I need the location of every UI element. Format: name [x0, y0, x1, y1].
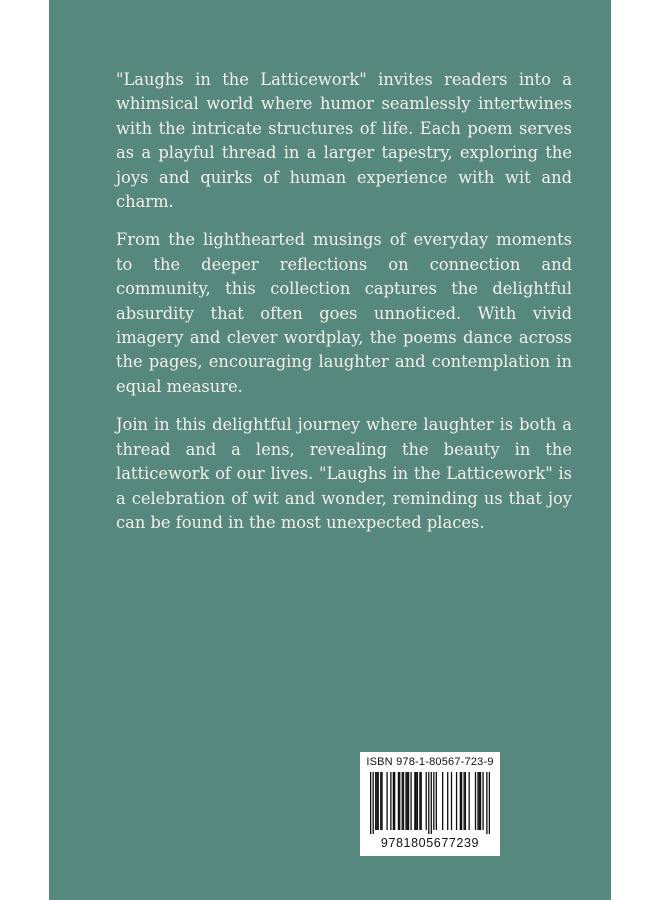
barcode-bar	[482, 772, 483, 830]
barcode-bar	[431, 772, 432, 834]
barcode-bar	[447, 772, 448, 830]
barcode-bar	[410, 772, 411, 830]
barcode-bar	[386, 772, 387, 830]
barcode-bar	[421, 772, 422, 830]
barcode-bar	[477, 772, 478, 830]
barcode-bar	[433, 772, 434, 830]
barcode-bar	[394, 772, 395, 830]
barcode-bar	[442, 772, 443, 830]
barcode-bar	[370, 772, 371, 834]
blurb-paragraph-3: Join in this delightful journey where laughter is both a thread and a lens, revealing the beauty in the latticework of our lives. "Laughs in the Latticework" is a celebration of wit and wonder, reminding us that joy can be found in the most unexpected places.	[116, 415, 572, 532]
barcode-bar	[398, 772, 399, 830]
barcode-bar	[402, 772, 403, 830]
barcode-bar	[436, 772, 437, 830]
barcode-bar	[403, 772, 404, 830]
barcode-bar	[390, 772, 391, 830]
blurb-text	[116, 68, 572, 549]
barcode-bar	[417, 772, 418, 830]
barcode-bar	[456, 772, 457, 830]
barcode-bar	[428, 772, 429, 834]
blurb-paragraph-1: "Laughs in the Latticework" invites readers into a whimsical world where humor seamlessly intertwines with the intricate structures of life. Each poem serves as a playful thread in a larger tapestry, exploring the joys and quirks of human experience with wit and charm.	[116, 70, 572, 212]
barcode-bar	[393, 772, 394, 830]
isbn-digits: 9781805677239	[380, 836, 480, 850]
barcode-bar	[381, 772, 382, 830]
isbn-label: ISBN 978-1-80567-723-9	[366, 756, 494, 768]
barcode-bar	[414, 772, 415, 830]
barcode-bar	[489, 772, 490, 834]
barcode-bar	[463, 772, 464, 830]
barcode-bar	[479, 772, 480, 830]
barcode-bars	[370, 772, 490, 834]
barcode-bar	[373, 772, 374, 834]
barcode-graphic	[370, 772, 490, 834]
barcode-bar	[415, 772, 416, 830]
barcode-bar	[460, 772, 461, 830]
barcode-bar	[426, 772, 427, 830]
barcode-bar	[375, 772, 376, 830]
barcode-bar	[461, 772, 462, 830]
barcode-bar	[475, 772, 476, 830]
barcode-bar	[405, 772, 406, 830]
barcode-bar	[380, 772, 381, 830]
barcode-bar	[407, 772, 408, 830]
isbn-barcode-box	[360, 752, 500, 856]
barcode-bar	[419, 772, 420, 830]
barcode-bar	[378, 772, 379, 830]
barcode-bar	[469, 772, 470, 830]
barcode-bar	[399, 772, 400, 830]
blurb-paragraph-2: From the lighthearted musings of everyday moments to the deeper reflections on connection and community, this collection captures the delightful absurdity that often goes unnoticed. With vivid imagery and clever wordplay, the poems dance across the pages, encouraging laughter and contemplation in equal measure.	[116, 230, 572, 396]
barcode-bar	[376, 772, 377, 830]
barcode-bar	[480, 772, 481, 830]
back-cover	[49, 0, 611, 900]
barcode-bar	[465, 772, 466, 830]
barcode-bar	[486, 772, 487, 834]
barcode-bar	[451, 772, 452, 830]
barcode-bar	[408, 772, 409, 830]
